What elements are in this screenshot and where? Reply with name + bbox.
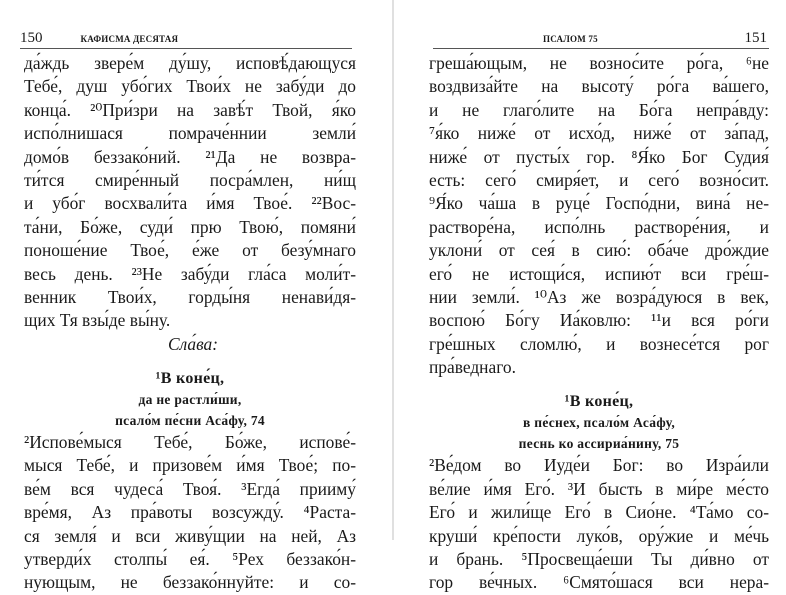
text-line: ся земля́ и вси живу́щии на ней, Аз [24,525,356,546]
text-line: и не глаго́лите на Бо́га непра́вду: [429,99,769,120]
text-line: пра́веднаго. [429,357,516,378]
text-line: круши́ кре́пости луко́в, ору́жие и ме́чь [429,525,769,546]
text-line: уклони́ от сея́ в сию́: оба́че дро́ждие [429,240,769,261]
text-line: утверди́х столпы́ ея́. ⁵Рех беззако́н- [24,549,356,570]
text-line: ⁷я́ко ниже́ от исхо́д, ниже́ от за́пад, [429,123,769,144]
text-line: воспою́ Бо́гу Иа́ковлю: ¹¹и вся ро́ги [429,310,769,331]
text-line: щих Тя взы́де вы́ну. [24,310,171,331]
text-line: ти́тся смире́нный посра́млен, ни́щ [24,169,356,190]
text-line: та́ни, Бо́же, суди́ прю Твою́, помяни́ [24,216,356,237]
psalm-heading: ¹В коне́ц, [155,370,225,388]
text-line: поноше́ние Твое́, е́же от безу́мнаго [24,240,356,261]
right-page [393,0,786,593]
spacer [24,356,356,368]
right-page-header [433,30,767,46]
text-line: да́ждь звере́м ду́шу, исповѣ́дающуся [24,53,356,73]
running-head: КАФИСМА ДЕСЯТАЯ [80,34,179,44]
text-line: венник Твои́х, горды́ня ненави́дя- [24,286,356,307]
text-line: нующым, не беззако́ннуйте: и со- [24,572,356,593]
text-line: его́ не истощи́ся, испию́т вси гре́ш- [429,263,769,284]
text-line: мыся Тебе́, и призове́м и́мя Твое́; по- [24,455,356,476]
text-line: ²Испове́мыся Тебе́, Бо́же, испове́- [24,432,356,453]
psalm-heading: песнь ко ассириа́нину, 75 [518,436,680,452]
header-rule [433,48,769,49]
text-line: гор ве́чных. ⁶Смято́шася вси нера- [429,572,769,593]
text-line: испо́лнишася помраче́ннии земли́ [24,123,356,144]
text-line: весь день. ²³Не забу́ди гла́са моли́т- [24,263,356,284]
header-rule [20,48,352,49]
left-page-text [24,52,356,595]
text-line: растворе́на, испо́лнь растворе́ния, и [429,216,769,237]
text-line: гре́шных сломлю́, и вознесе́тся рог [429,333,769,354]
text-line: конца́. ²⁰При́зри на завѣ́т Твой, я́ко [24,99,356,120]
page-number: 151 [744,30,767,46]
text-line: ²Ве́дом во Иуде́и Бог: во Изра́или [429,455,769,476]
text-line: ве́лие и́мя Его́. ³И бысть в ми́ре ме́сто [429,478,769,499]
psalm-heading: псало́м пе́сни Аса́фу, 74 [115,413,265,429]
psalm-heading: да не растли́ши, [138,392,242,408]
text-line: воздвиза́йте на высоту́ ро́га ва́шего, [429,76,769,97]
left-page [0,0,393,593]
text-line: и брань. ⁵Просвеща́еши Ты ди́вно от [429,549,769,570]
page-number: 150 [20,30,43,46]
psalm-heading: в пе́снех, псало́м Аса́фу, [522,415,676,431]
text-line: греша́ющым, не вознос́ите ро́га, ⁶не [429,53,769,73]
left-page-header [20,30,352,46]
slava-rubric: Сла́ва: [168,333,219,354]
text-line: ниже́ от пусты́х гор. ⁸Я́ко Бог Судия́ [429,146,769,167]
text-line: вре́мя, Аз пра́воты возсужду́. ⁴Раста- [24,502,356,523]
running-head: ПСАЛОМ 75 [543,34,598,44]
text-line: ве́м вся чудеса́ Твоя́. ³Егда́ прииму́ [24,478,356,499]
spacer [429,379,769,391]
text-line: Тебе́, душ убо́гих Твои́х не забу́ди до [24,76,356,97]
text-line: домо́в беззако́ний. ²¹Да не возвра- [24,146,356,167]
text-line: и убо́г восхвали́та и́мя Твое́. ²²Вос- [24,193,356,214]
text-line: нии земли́. ¹⁰Аз же возра́дуюся в век, [429,286,769,307]
text-line: есть: сего́ смиря́ет, и сего́ возно́сит. [429,169,769,190]
right-page-text [429,52,769,595]
text-line: Его́ и жили́ще Его́ в Сио́не. ⁴Та́мо со- [429,502,769,523]
text-line: ⁹Я́ко ча́ша в руце́ Госпо́дни, вина́ не- [429,193,769,214]
psalm-heading: ¹В коне́ц, [564,393,634,411]
